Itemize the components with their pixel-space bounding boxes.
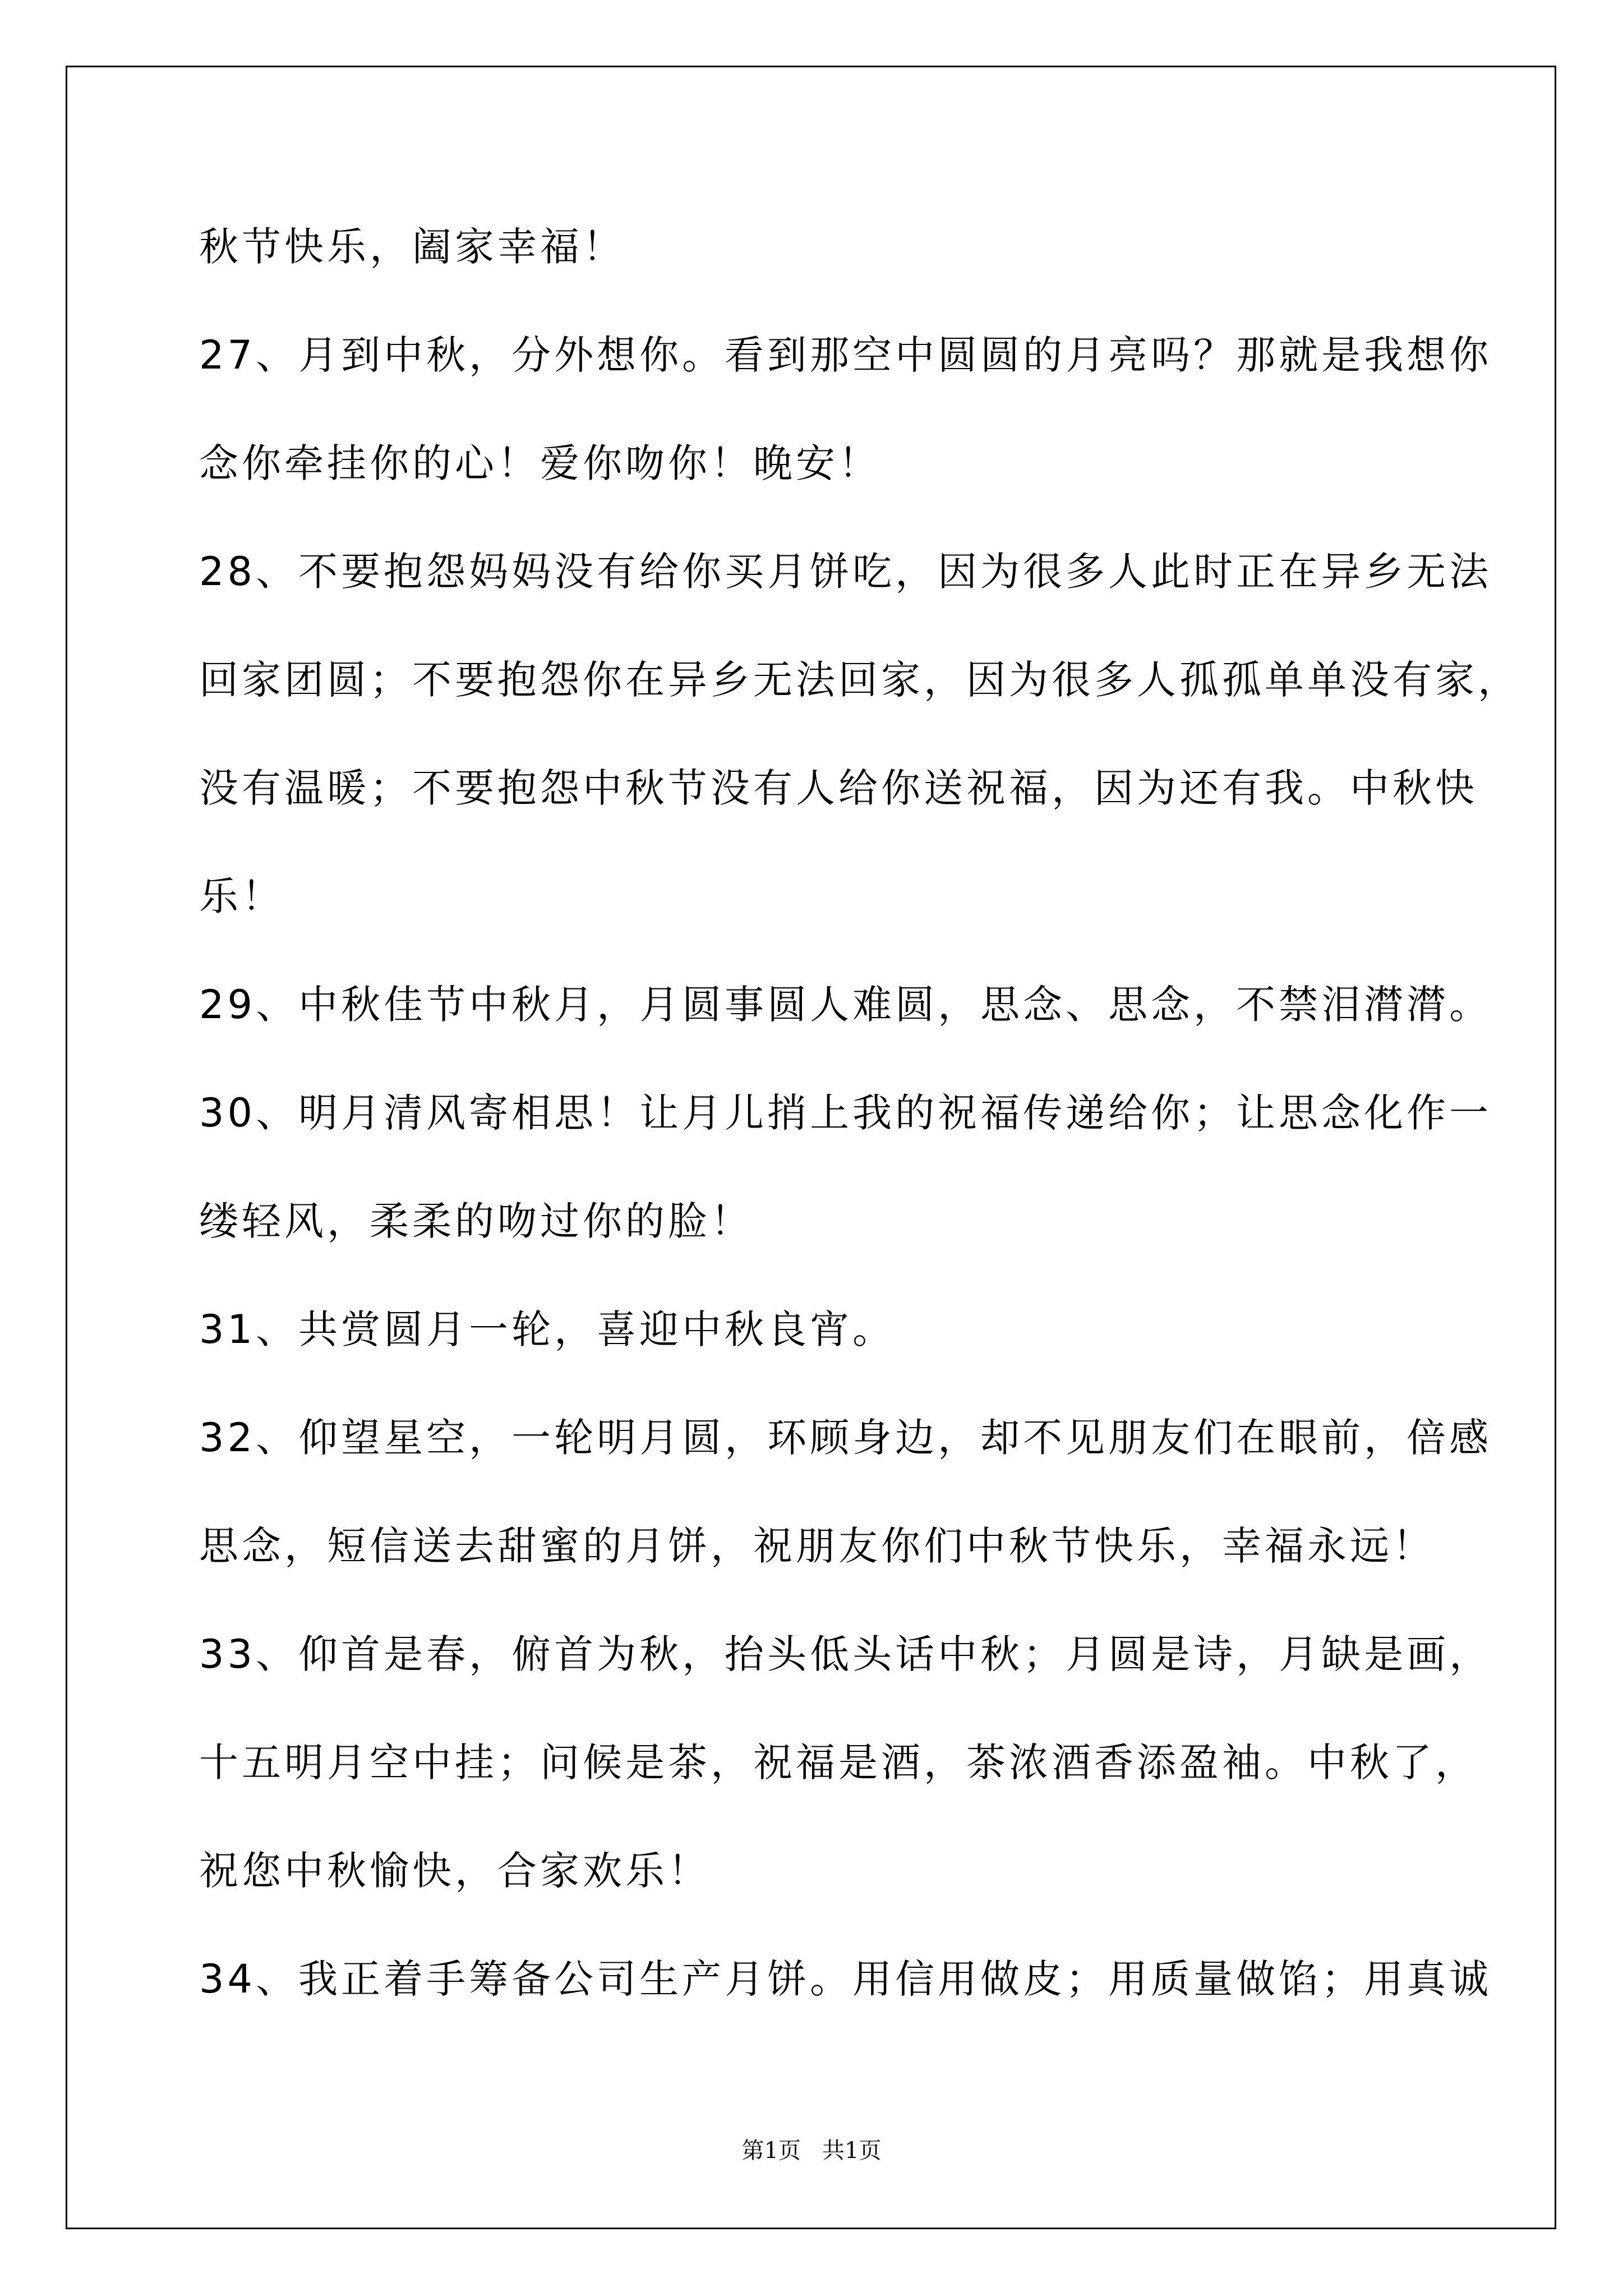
text-line: 28、不要抱怨妈妈没有给你买月饼吃，因为很多人此时正在异乡无法 — [199, 549, 1492, 595]
text-line: 31、共赏圆月一轮，喜迎中秋良宵。 — [199, 1306, 896, 1352]
text-line: 30、明月清风寄相思！让月儿捎上我的祝福传递给你；让思念化作一 — [199, 1090, 1492, 1136]
text-line: 34、我正着手筹备公司生产月饼。用信用做皮；用质量做馅；用真诚 — [199, 1956, 1492, 2002]
text-line: 思念，短信送去甜蜜的月饼，祝朋友你们中秋节快乐，幸福永远！ — [199, 1523, 1435, 1569]
text-line: 念你牵挂你的心！爱你吻你！晚安！ — [199, 440, 881, 486]
text-line: 乐！ — [199, 873, 284, 919]
text-line: 回家团圆；不要抱怨你在异乡无法回家，因为很多人孤孤单单没有家， — [199, 657, 1520, 703]
text-line: 秋节快乐，阖家幸福！ — [199, 224, 625, 270]
text-line: 缕轻风，柔柔的吻过你的脸！ — [199, 1198, 753, 1244]
text-line: 祝您中秋愉快，合家欢乐！ — [199, 1848, 711, 1894]
page-footer: 第1页 共1页 — [741, 2138, 882, 2164]
text-line: 27、月到中秋，分外想你。看到那空中圆圆的月亮吗？那就是我想你 — [199, 332, 1492, 378]
text-line: 33、仰首是春，俯首为秋，抬头低头话中秋；月圆是诗，月缺是画， — [199, 1631, 1492, 1677]
text-line: 29、中秋佳节中秋月，月圆事圆人难圆，思念、思念，不禁泪潸潸。 — [199, 982, 1492, 1028]
text-line: 没有温暖；不要抱怨中秋节没有人给你送祝福，因为还有我。中秋快 — [199, 765, 1478, 811]
text-line: 十五明月空中挂；问候是茶，祝福是酒，茶浓酒香添盈袖。中秋了， — [199, 1740, 1478, 1786]
page-border — [66, 66, 1556, 2229]
text-line: 32、仰望星空，一轮明月圆，环顾身边，却不见朋友们在眼前，倍感 — [199, 1415, 1492, 1461]
